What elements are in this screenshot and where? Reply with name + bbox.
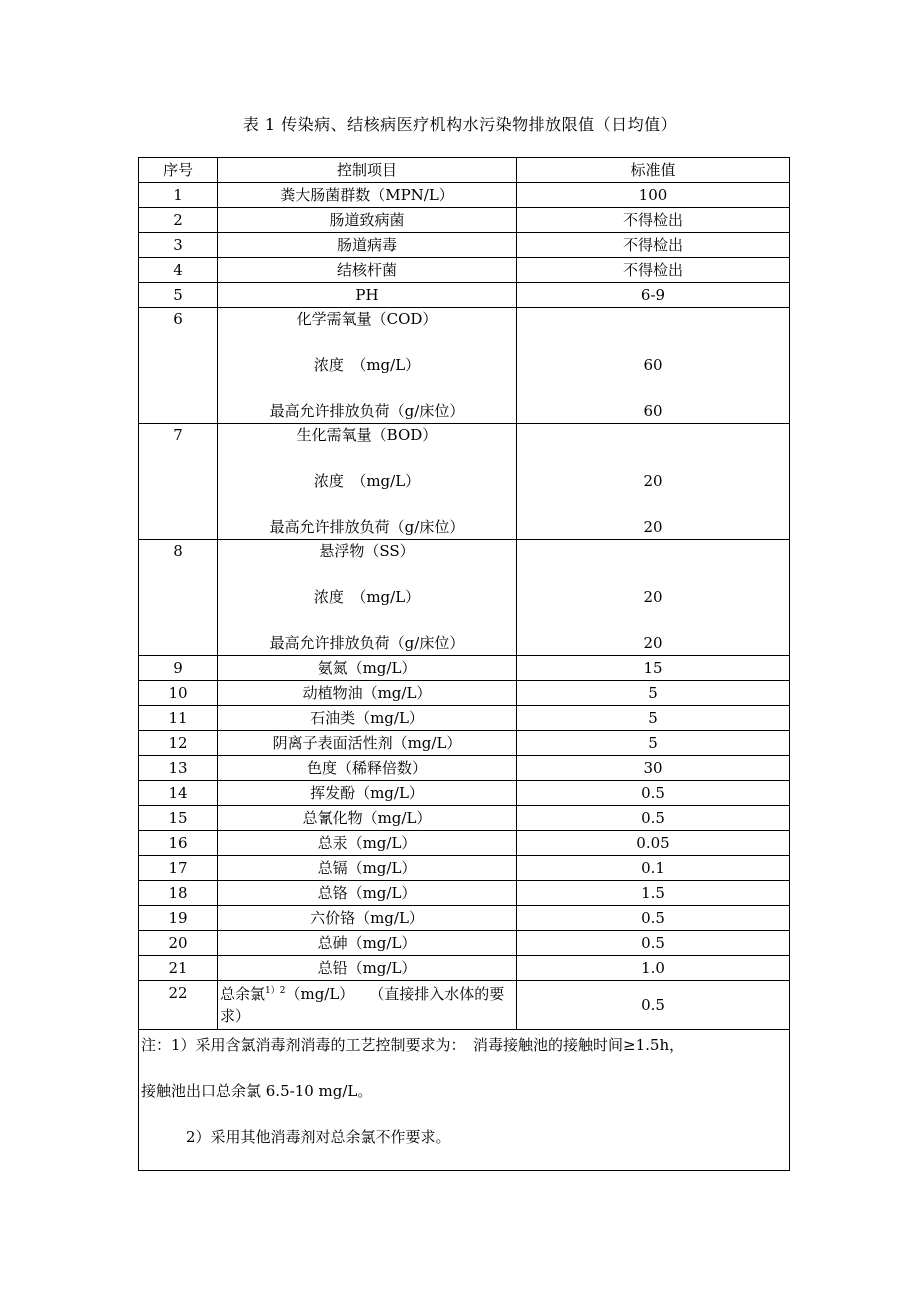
group-conc-value: 20	[643, 588, 663, 606]
table-title: 表 1 传染病、结核病医疗机构水污染物排放限值（日均值）	[242, 115, 678, 134]
row-value: 不得检出	[517, 258, 790, 283]
group-load-value: 60	[643, 402, 663, 420]
group-seq-text: 6	[173, 310, 183, 328]
row22-item-rest: （mg/L） （直接排入水体的要求）	[220, 985, 505, 1025]
row-seq: 21	[139, 956, 218, 981]
row-seq: 22	[139, 981, 218, 1030]
table-row	[139, 656, 790, 681]
row-value: 30	[517, 756, 790, 781]
group-seq-text: 8	[173, 542, 183, 560]
emission-limits-table	[138, 157, 790, 1171]
row-value: 0.05	[517, 831, 790, 856]
table-row	[139, 681, 790, 706]
header-item: 控制项目	[218, 158, 517, 183]
row-seq: 16	[139, 831, 218, 856]
row-item: 挥发酚（mg/L）	[218, 781, 517, 806]
row-item: 总铬（mg/L）	[218, 881, 517, 906]
row-value: 1.5	[517, 881, 790, 906]
row-seq: 15	[139, 806, 218, 831]
row-item: 结核杆菌	[218, 258, 517, 283]
table-header-row	[139, 158, 790, 183]
row-value: 5	[517, 681, 790, 706]
row-seq: 13	[139, 756, 218, 781]
row-item	[218, 981, 517, 1030]
table-row	[139, 931, 790, 956]
group-load-label: 最高允许排放负荷（g/床位）	[269, 518, 465, 536]
row-item: 总铅（mg/L）	[218, 956, 517, 981]
row-value: 6-9	[517, 283, 790, 308]
row-item: 肠道病毒	[218, 233, 517, 258]
row-seq: 10	[139, 681, 218, 706]
row-item: 总汞（mg/L）	[218, 831, 517, 856]
header-seq: 序号	[139, 158, 218, 183]
row-seq: 17	[139, 856, 218, 881]
table-row-group	[139, 540, 790, 656]
group-values	[517, 308, 790, 424]
row22-item-prefix: 总余氯	[220, 985, 266, 1003]
table-row	[139, 906, 790, 931]
row-value: 0.5	[517, 981, 790, 1030]
group-seq	[139, 308, 218, 424]
group-conc-value: 20	[643, 472, 663, 490]
row-value: 0.5	[517, 781, 790, 806]
row-item: 总镉（mg/L）	[218, 856, 517, 881]
row-seq: 5	[139, 283, 218, 308]
row-seq: 14	[139, 781, 218, 806]
table-row	[139, 706, 790, 731]
table-row	[139, 731, 790, 756]
notes-row	[139, 1030, 790, 1171]
row-value: 0.5	[517, 906, 790, 931]
group-name: 化学需氧量（COD）	[296, 310, 438, 328]
group-values	[517, 424, 790, 540]
table-row	[139, 856, 790, 881]
table-row	[139, 233, 790, 258]
group-item	[218, 540, 517, 656]
row-seq: 20	[139, 931, 218, 956]
table-row	[139, 258, 790, 283]
row-value: 1.0	[517, 956, 790, 981]
row-seq: 12	[139, 731, 218, 756]
table-row	[139, 283, 790, 308]
group-load-value: 20	[643, 634, 663, 652]
note-line-1: 注：1）采用含氯消毒剂消毒的工艺控制要求为： 消毒接触池的接触时间≥1.5h，	[141, 1036, 685, 1054]
row-item: 六价铬（mg/L）	[218, 906, 517, 931]
row-seq: 18	[139, 881, 218, 906]
group-conc-label: 浓度 （mg/L）	[313, 588, 421, 606]
row-value: 0.5	[517, 931, 790, 956]
row-item: 氨氮（mg/L）	[218, 656, 517, 681]
row-item: 动植物油（mg/L）	[218, 681, 517, 706]
row-seq: 3	[139, 233, 218, 258]
table-row	[139, 183, 790, 208]
group-seq	[139, 424, 218, 540]
row-seq: 9	[139, 656, 218, 681]
row-seq: 11	[139, 706, 218, 731]
row-value: 100	[517, 183, 790, 208]
row-value: 15	[517, 656, 790, 681]
row-value: 不得检出	[517, 208, 790, 233]
table-row	[139, 831, 790, 856]
group-load-label: 最高允许排放负荷（g/床位）	[269, 634, 465, 652]
group-load-value: 20	[643, 518, 663, 536]
row-item: PH	[218, 283, 517, 308]
row-seq: 2	[139, 208, 218, 233]
row-value: 5	[517, 706, 790, 731]
group-conc-value: 60	[643, 356, 663, 374]
group-item	[218, 424, 517, 540]
table-row-group	[139, 424, 790, 540]
row-item: 色度（稀释倍数）	[218, 756, 517, 781]
table-row	[139, 881, 790, 906]
table-row	[139, 756, 790, 781]
table-row-group	[139, 308, 790, 424]
group-load-label: 最高允许排放负荷（g/床位）	[269, 402, 465, 420]
row-item: 阴离子表面活性剂（mg/L）	[218, 731, 517, 756]
group-seq-text: 7	[173, 426, 183, 444]
group-name: 生化需氧量（BOD）	[296, 426, 438, 444]
row-item: 肠道致病菌	[218, 208, 517, 233]
group-values	[517, 540, 790, 656]
row-item: 总氰化物（mg/L）	[218, 806, 517, 831]
table-row	[139, 781, 790, 806]
notes-cell	[139, 1030, 790, 1171]
row-item: 粪大肠菌群数（MPN/L）	[218, 183, 517, 208]
note-line-3: 2）采用其他消毒剂对总余氯不作要求。	[141, 1128, 451, 1146]
group-conc-label: 浓度 （mg/L）	[313, 472, 421, 490]
row-value: 不得检出	[517, 233, 790, 258]
group-seq	[139, 540, 218, 656]
group-item	[218, 308, 517, 424]
group-conc-label: 浓度 （mg/L）	[313, 356, 421, 374]
row-seq: 19	[139, 906, 218, 931]
table-row	[139, 981, 790, 1030]
row-value: 0.5	[517, 806, 790, 831]
table-row	[139, 208, 790, 233]
row22-footnote-ref: 1）2	[265, 986, 286, 996]
row-seq: 1	[139, 183, 218, 208]
row-item: 石油类（mg/L）	[218, 706, 517, 731]
row-item: 总砷（mg/L）	[218, 931, 517, 956]
row-seq: 4	[139, 258, 218, 283]
note-line-2: 接触池出口总余氯 6.5-10 mg/L。	[141, 1082, 373, 1100]
group-name: 悬浮物（SS）	[319, 542, 415, 560]
row-value: 5	[517, 731, 790, 756]
table-row	[139, 806, 790, 831]
row-value: 0.1	[517, 856, 790, 881]
table-row	[139, 956, 790, 981]
header-value: 标准值	[517, 158, 790, 183]
